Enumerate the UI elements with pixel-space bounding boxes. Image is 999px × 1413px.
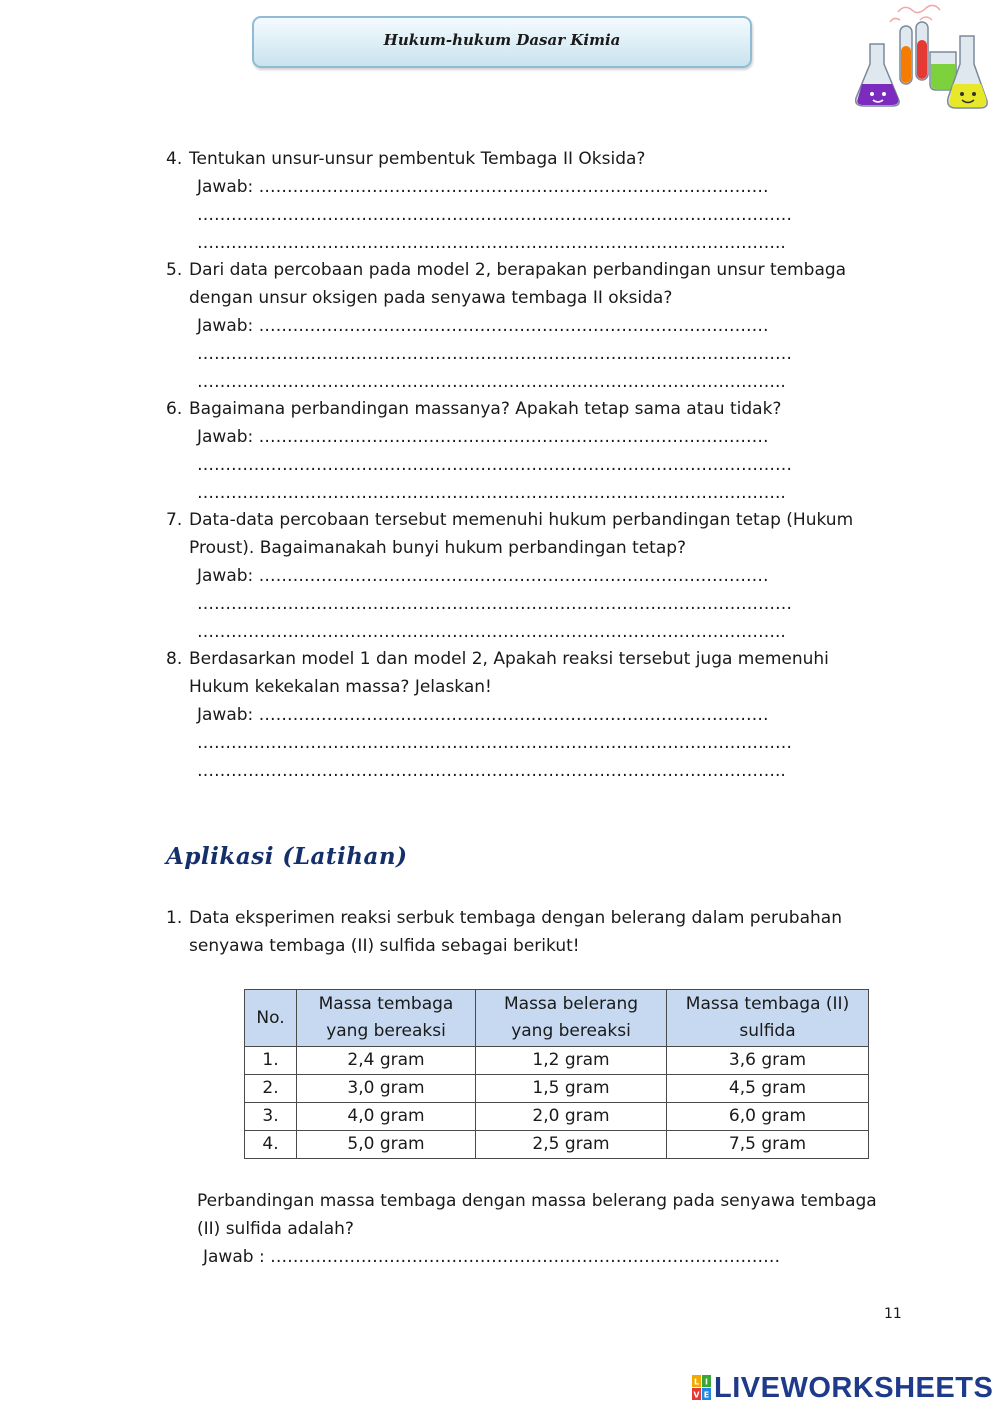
question-number: 7. — [166, 510, 183, 530]
question-number: 4. — [166, 149, 183, 169]
table-cell: 1,5 gram — [476, 1075, 667, 1103]
question-number: 5. — [166, 260, 183, 280]
header-title: Hukum-hukum Dasar Kimia — [383, 31, 621, 49]
page-number: 11 — [884, 1306, 902, 1322]
lab-glassware-illustration — [850, 2, 990, 114]
answer-line[interactable]: Jawab : ……………………………………………………………………………… — [203, 1247, 781, 1267]
exercise-1 — [166, 904, 906, 960]
exercise-number: 1. — [166, 908, 183, 928]
table-cell: 3. — [245, 1103, 297, 1131]
table-header-row — [245, 990, 869, 1047]
exercise-text: senyawa tembaga (II) sulfida sebagai berikut! — [189, 936, 580, 956]
exercise-question — [197, 1187, 907, 1271]
exercise-question-text: Perbandingan massa tembaga dengan massa belerang pada senyawa tembaga — [197, 1191, 877, 1211]
table-cell: 4,0 gram — [297, 1103, 476, 1131]
answer-line[interactable]: Jawab: ……………………………………………………………………………… — [197, 427, 769, 447]
table-cell: 1. — [245, 1047, 297, 1075]
answer-line[interactable]: …………………………………………………………………………………………… — [197, 455, 792, 475]
answer-line[interactable]: ………………………………………………………………………………………….. — [197, 372, 786, 392]
question-6 — [166, 395, 906, 507]
answer-line[interactable]: …………………………………………………………………………………………… — [197, 344, 792, 364]
header-banner — [252, 16, 752, 68]
question-text: dengan unsur oksigen pada senyawa tembaga II oksida? — [189, 288, 673, 308]
header-copper-mass: Massa tembaga yang bereaksi — [297, 990, 476, 1047]
exercise-question-text: (II) sulfida adalah? — [197, 1219, 354, 1239]
answer-line[interactable]: ………………………………………………………………………………………….. — [197, 483, 786, 503]
question-number: 6. — [166, 399, 183, 419]
question-text: Proust). Bagaimanakah bunyi hukum perbandingan tetap? — [189, 538, 687, 558]
question-text: Data-data percobaan tersebut memenuhi hukum perbandingan tetap (Hukum — [189, 510, 854, 530]
experiment-table — [244, 989, 869, 1159]
question-5 — [166, 256, 906, 396]
header-sulfur-mass: Massa belerang yang bereaksi — [476, 990, 667, 1047]
table-row — [245, 1103, 869, 1131]
question-text: Tentukan unsur-unsur pembentuk Tembaga II Oksida? — [189, 149, 646, 169]
answer-line[interactable]: …………………………………………………………………………………………… — [197, 205, 792, 225]
answer-line[interactable]: ………………………………………………………………………………………….. — [197, 233, 786, 253]
exercise-text: Data eksperimen reaksi serbuk tembaga dengan belerang dalam perubahan — [189, 908, 842, 928]
answer-line[interactable]: …………………………………………………………………………………………… — [197, 733, 792, 753]
section-title: Aplikasi (Latihan) — [166, 843, 408, 870]
table-cell: 2,0 gram — [476, 1103, 667, 1131]
liveworksheets-logo-icon — [692, 1375, 712, 1401]
logo-letter: V — [693, 1390, 700, 1400]
table-row — [245, 1075, 869, 1103]
logo-letter: L — [693, 1377, 700, 1387]
logo-letter: E — [703, 1390, 710, 1400]
question-text: Dari data percobaan pada model 2, berapakan perbandingan unsur tembaga — [189, 260, 847, 280]
answer-line[interactable]: …………………………………………………………………………………………… — [197, 594, 792, 614]
table-row — [245, 1047, 869, 1075]
answer-line[interactable]: Jawab: ……………………………………………………………………………… — [197, 177, 769, 197]
answer-line[interactable]: ………………………………………………………………………………………….. — [197, 622, 786, 642]
logo-letter: I — [705, 1377, 708, 1387]
table-cell: 3,6 gram — [667, 1047, 869, 1075]
table-cell: 2,5 gram — [476, 1131, 667, 1159]
table-cell: 6,0 gram — [667, 1103, 869, 1131]
answer-line[interactable]: Jawab: ……………………………………………………………………………… — [197, 705, 769, 725]
question-text: Hukum kekekalan massa? Jelaskan! — [189, 677, 492, 697]
table-cell: 2. — [245, 1075, 297, 1103]
answer-line[interactable]: Jawab: ……………………………………………………………………………… — [197, 316, 769, 336]
question-8 — [166, 645, 906, 785]
table-cell: 5,0 gram — [297, 1131, 476, 1159]
table-cell: 4. — [245, 1131, 297, 1159]
header-sulfide-mass: Massa tembaga (II) sulfida — [667, 990, 869, 1047]
table-row — [245, 1131, 869, 1159]
question-text: Berdasarkan model 1 dan model 2, Apakah reaksi tersebut juga memenuhi — [189, 649, 829, 669]
answer-line[interactable]: Jawab: ……………………………………………………………………………… — [197, 566, 769, 586]
answer-line[interactable]: ………………………………………………………………………………………….. — [197, 761, 786, 781]
table-cell: 2,4 gram — [297, 1047, 476, 1075]
table-cell: 7,5 gram — [667, 1131, 869, 1159]
question-text: Bagaimana perbandingan massanya? Apakah tetap sama atau tidak? — [189, 399, 782, 419]
header-no: No. — [245, 990, 297, 1047]
table-cell: 1,2 gram — [476, 1047, 667, 1075]
table-cell: 3,0 gram — [297, 1075, 476, 1103]
brand-text[interactable]: LIVEWORKSHEETS — [714, 1372, 994, 1404]
question-number: 8. — [166, 649, 183, 669]
question-4 — [166, 145, 906, 257]
table-cell: 4,5 gram — [667, 1075, 869, 1103]
question-7 — [166, 506, 906, 646]
